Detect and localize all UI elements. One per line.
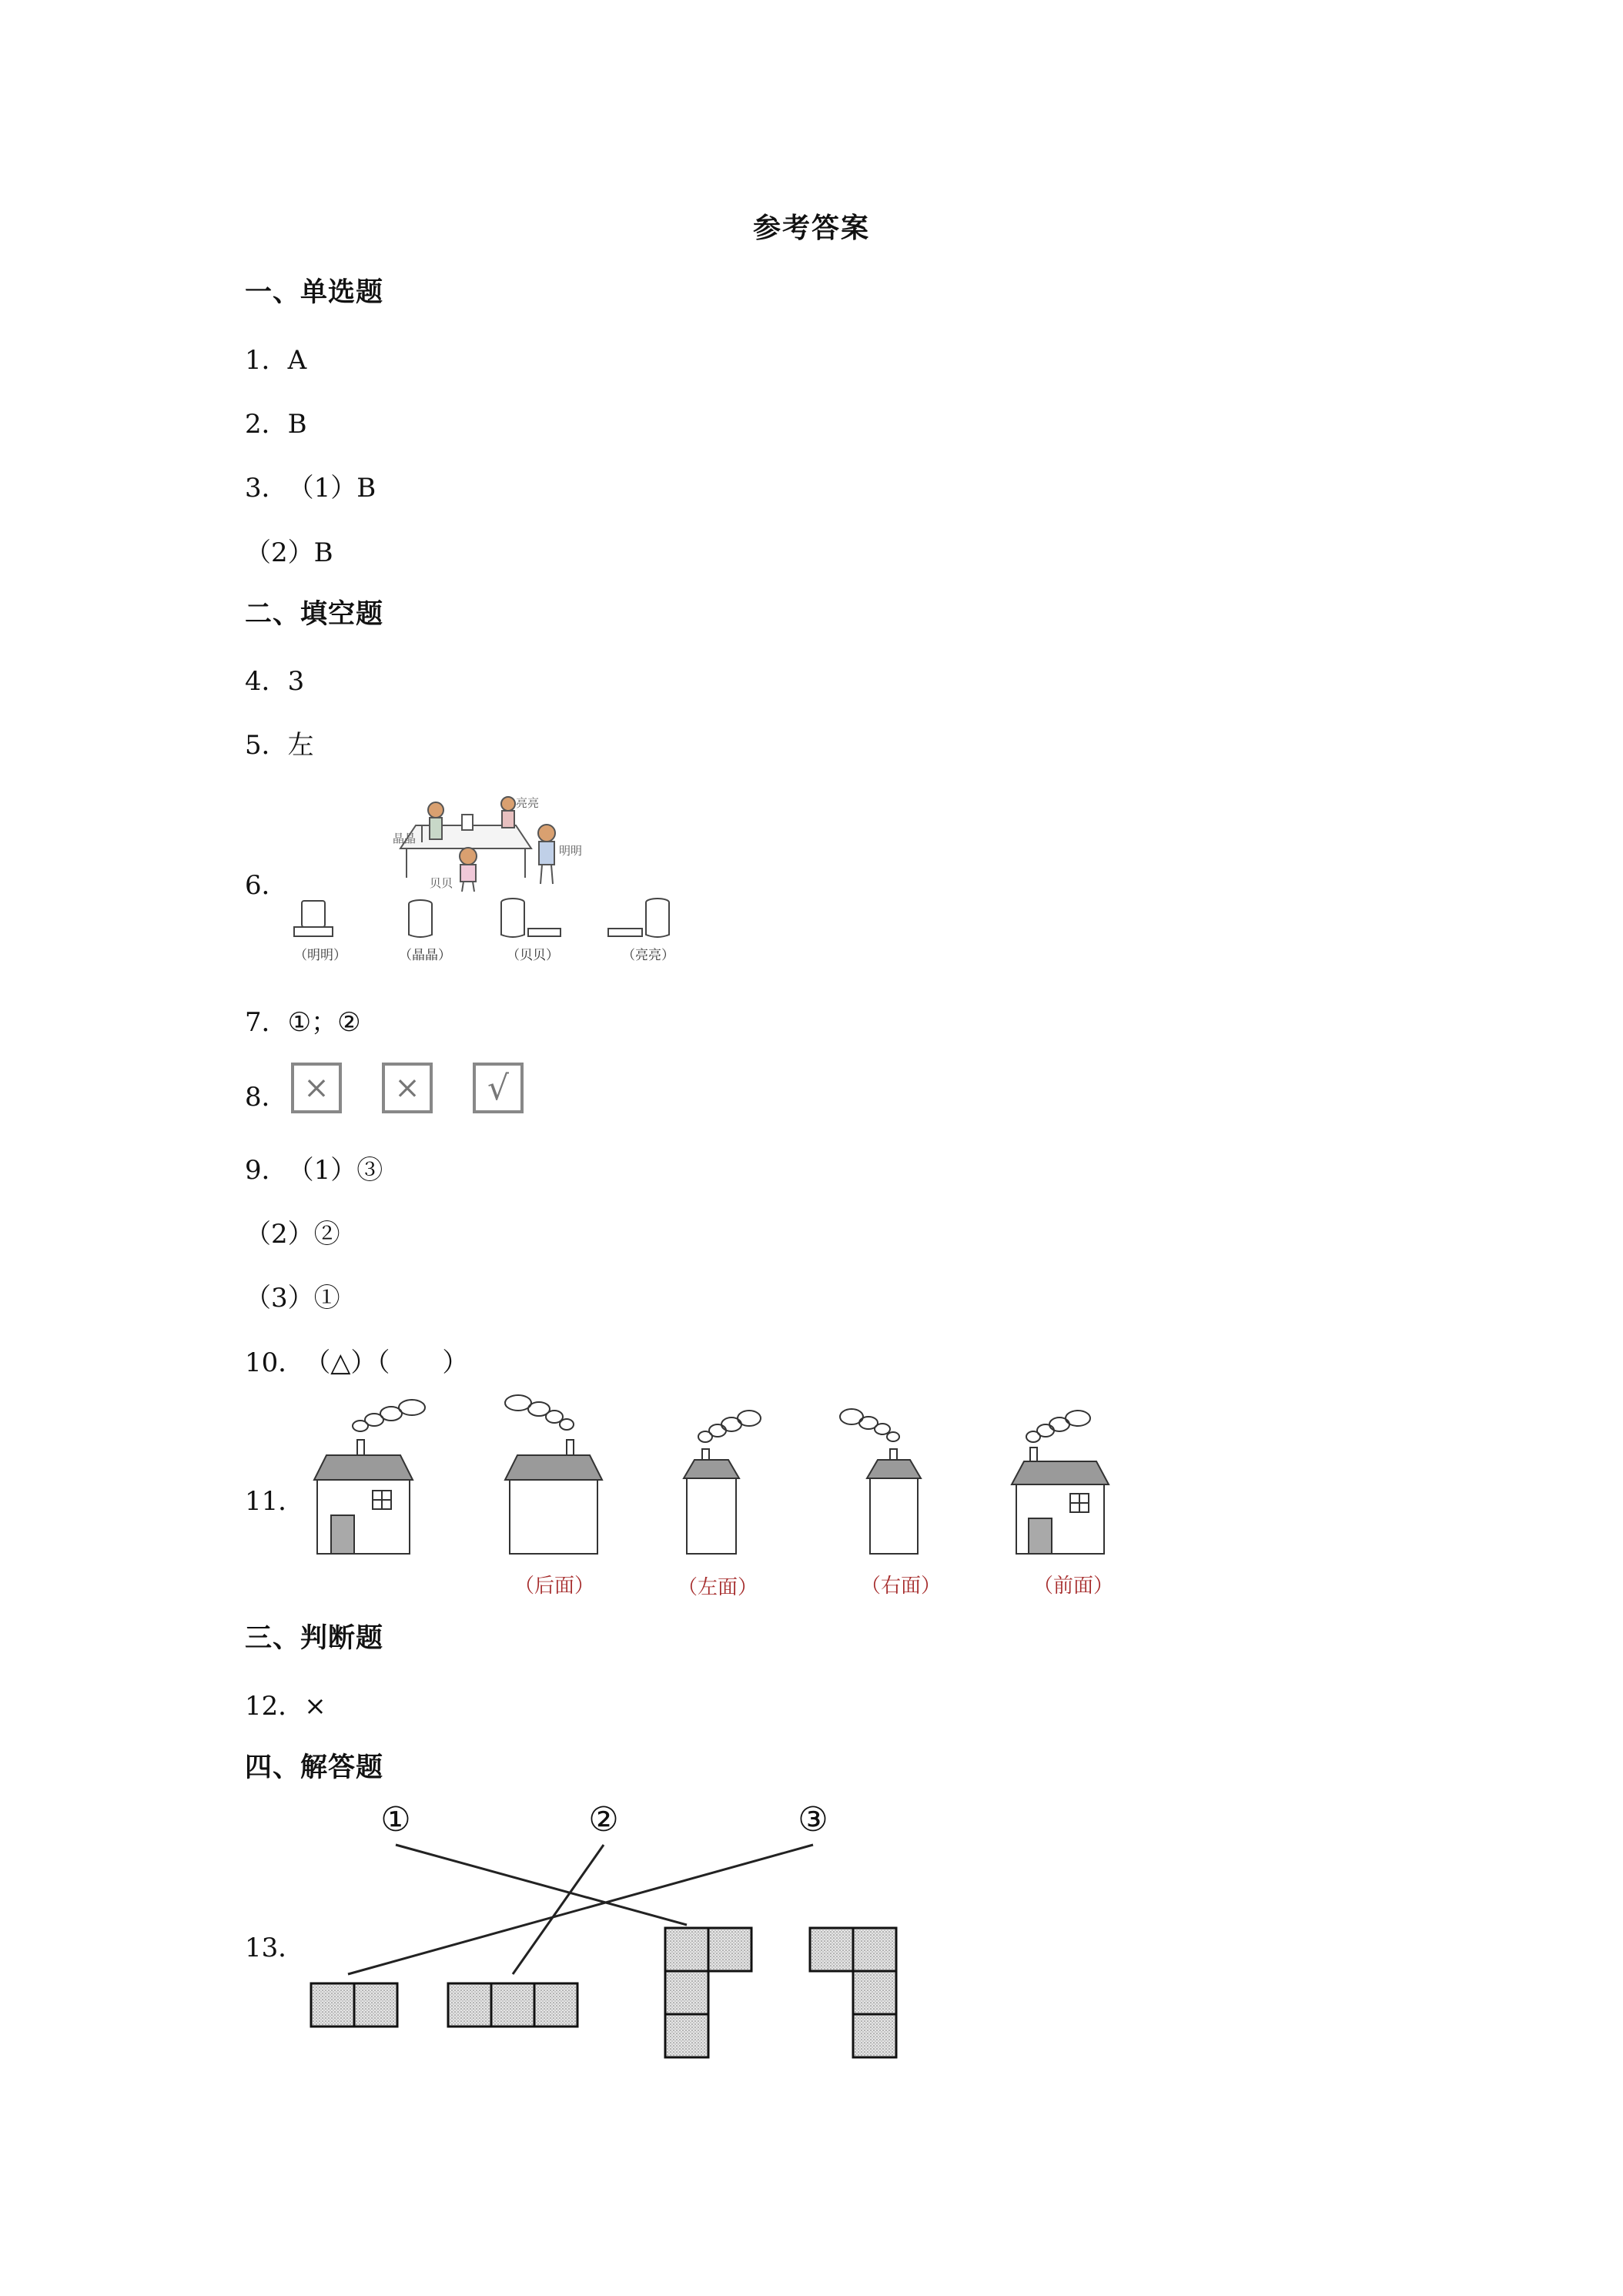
question-number-13: 13．: [245, 1933, 305, 1963]
q11-houses: [300, 1386, 1132, 1609]
question-number-11: 11．: [245, 1486, 305, 1517]
answer-text: （△）（ ）: [304, 1347, 469, 1378]
question-number: 4．: [245, 666, 288, 697]
mark-2: ×: [394, 1070, 420, 1106]
question-number: 7．: [245, 1007, 288, 1038]
view-label-left: （左面）: [678, 1576, 758, 1599]
section-heading-solutions: 四、解答题: [245, 1752, 384, 1783]
answer-9-sub1: （2）②: [245, 1219, 340, 1250]
view-liangliang: [608, 899, 669, 937]
answer-9: [245, 1149, 383, 1186]
view-label-right: （右面）: [861, 1575, 942, 1598]
answer-text: ①；②: [287, 1007, 361, 1038]
answer-text: （1）B: [287, 473, 376, 504]
view-label-mingming: （明明）: [294, 948, 346, 963]
view-mingming: [294, 901, 333, 936]
question-number: 1．: [245, 345, 288, 376]
q13-matching: [300, 1802, 916, 2087]
house-left-view: [684, 1411, 761, 1554]
answer-text: B: [287, 409, 307, 440]
answer-1: [245, 339, 306, 377]
mark-1: ×: [303, 1070, 330, 1106]
answer-4: [245, 660, 304, 698]
shape-l-right: [810, 1928, 896, 2057]
question-number: 5．: [245, 730, 288, 761]
view-jingjing: [409, 900, 432, 937]
view-label-back: （后面）: [514, 1575, 595, 1598]
view-label-jingjing: （晶晶）: [399, 948, 451, 963]
answer-2: [245, 403, 307, 440]
question-number-6: 6．: [245, 870, 288, 901]
question-number: 2．: [245, 409, 288, 440]
q8-marks: [291, 1063, 537, 1116]
marker-3: ③: [798, 1800, 828, 1839]
scene-name-jingjing: 晶晶: [393, 832, 417, 845]
question-number: 3．: [245, 473, 288, 504]
marker-2: ②: [588, 1800, 619, 1839]
scene-name-mingming: 明明: [559, 844, 583, 858]
shape-two-squares: [311, 1983, 397, 2027]
mark-3: √: [487, 1069, 510, 1108]
question-number: 12．: [245, 1691, 305, 1722]
answer-text: A: [287, 345, 307, 376]
view-label-liangliang: （亮亮）: [622, 948, 674, 963]
answer-7: [245, 1001, 361, 1039]
scene-name-liangliang: 亮亮: [516, 796, 540, 810]
question-number: 9．: [245, 1155, 288, 1186]
answer-3: [245, 467, 376, 504]
view-label-front: （前面）: [1033, 1575, 1114, 1598]
page-title: 参考答案: [752, 213, 870, 244]
question-number-8: 8．: [245, 1082, 288, 1113]
answer-text: 左: [287, 730, 314, 761]
marker-1: ①: [380, 1800, 411, 1839]
shape-l-left: [665, 1928, 751, 2057]
answer-5: [245, 724, 314, 761]
house-right-view: [840, 1409, 921, 1554]
shape-three-squares: [448, 1983, 577, 2027]
section-heading-single-choice: 一、单选题: [245, 277, 384, 308]
house-back-view: [505, 1395, 602, 1554]
view-label-beibei: （贝贝）: [507, 948, 559, 963]
view-beibei: [501, 899, 561, 937]
house-front-view: [1012, 1411, 1109, 1554]
answer-text: （1）③: [287, 1155, 383, 1186]
answer-12: [245, 1685, 326, 1722]
answer-3-sub: （2）B: [245, 537, 333, 568]
section-heading-true-false: 三、判断题: [245, 1623, 384, 1654]
answer-text: 3: [287, 666, 305, 697]
question-number: 10．: [245, 1347, 305, 1378]
answer-10: [245, 1341, 468, 1379]
q6-figure: [285, 793, 701, 970]
answer-text: ×: [304, 1691, 326, 1722]
scene-name-beibei: 贝贝: [430, 876, 453, 890]
answer-9-sub2: （3）①: [245, 1283, 340, 1314]
table-scene: [400, 797, 555, 892]
house-reference: [314, 1400, 425, 1554]
section-heading-fill-blank: 二、填空题: [245, 599, 384, 630]
